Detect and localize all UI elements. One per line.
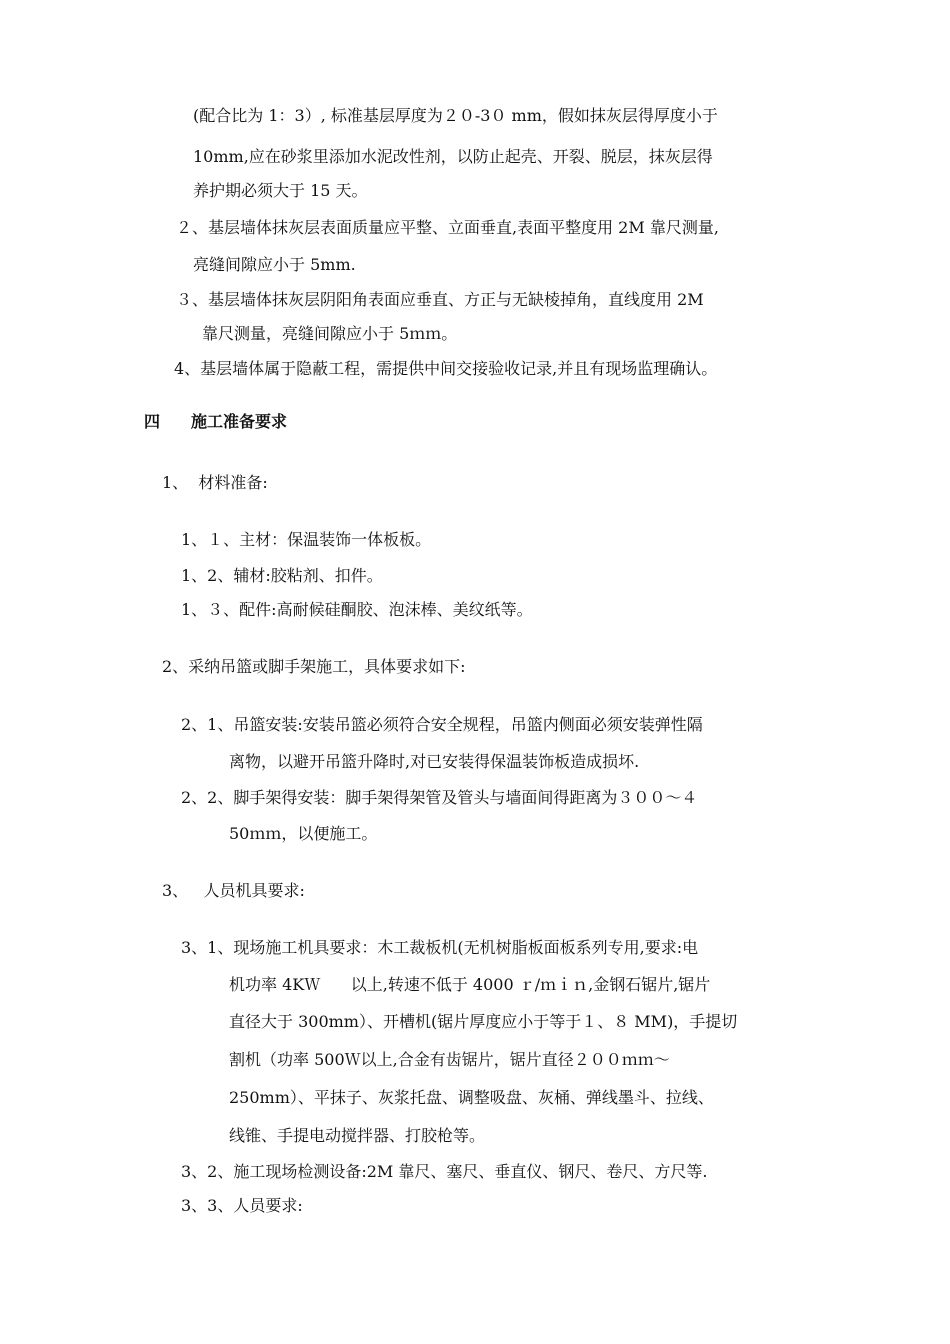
base-item-2-line-2: 亮缝间隙应小于 5mm. [193,255,356,274]
section-title: 施工准备要求 [191,412,288,431]
materials-item-1: 1、１、主材：保温装饰一体板板。 [181,530,432,549]
base-item-2-line-1: ２、基层墙体抹灰层表面质量应平整、立面垂直,表面平整度用 2M 靠尺测量, [176,218,719,237]
materials-item-2: 1、2、辅材:胶粘剂、扣件。 [181,566,383,585]
intro-line-1: (配合比为 1：3）, 标准基层厚度为２０-3０ mm，假如抹灰层得厚度小于 [193,106,718,125]
construction-item-2-line-2: 50ｍｍ，以便施工。 [229,824,378,843]
materials-heading: 1、 材料准备: [162,473,268,492]
base-item-3-line-2: 靠尺测量，亮缝间隙应小于 5ｍｍ。 [202,324,458,343]
construction-item-1-line-2: 离物，以避开吊篮升降时,对已安装得保温装饰板造成损坏. [229,752,640,771]
section-number: 四 [144,412,161,431]
base-item-3-line-1: ３、基层墙体抹灰层阴阳角表面应垂直、方正与无缺棱掉角，直线度用 2M [176,290,704,309]
personnel-item-1-line-6: 线锥、手提电动搅拌器、打胶枪等。 [229,1126,486,1145]
personnel-item-1-line-1: 3、1、现场施工机具要求：木工裁板机(无机树脂板面板系列专用,要求:电 [181,938,699,957]
personnel-item-1-line-3: 直径大于 300mm）、开槽机(锯片厚度应小于等于１、８ MM)，手提切 [229,1012,738,1031]
personnel-item-2: 3、2、施工现场检测设备:2M 靠尺、塞尺、垂直仪、钢尺、卷尺、方尺等. [181,1162,708,1181]
construction-item-1-line-1: 2、1、吊篮安装:安装吊篮必须符合安全规程，吊篮内侧面必须安装弹性隔 [181,715,703,734]
materials-item-3: 1、３、配件:高耐候硅酮胶、泡沫棒、美纹纸等。 [181,600,533,619]
base-item-4: 4、基层墙体属于隐蔽工程，需提供中间交接验收记录,并且有现场监理确认。 [174,359,718,378]
construction-heading: 2、采纳吊篮或脚手架施工，具体要求如下: [162,657,466,676]
construction-item-2-line-1: 2、2、脚手架得安装：脚手架得架管及管头与墙面间得距离为３００～４ [181,788,698,807]
intro-line-3: 养护期必须大于 15 天。 [193,181,368,200]
personnel-item-1-line-2: 机功率 4KＷ 以上,转速不低于 4000 ｒ/ｍｉｎ,金钢石锯片,锯片 [229,975,711,994]
intro-line-2: 10mm,应在砂浆里添加水泥改性剂，以防止起壳、开裂、脱层，抹灰层得 [193,147,713,166]
personnel-item-3: 3、3、人员要求: [181,1196,303,1215]
personnel-heading: 3、 人员机具要求: [162,881,305,900]
personnel-item-1-line-5: 250mm）、平抹子、灰浆托盘、调整吸盘、灰桶、弹线墨斗、拉线、 [229,1088,714,1107]
personnel-item-1-line-4: 割机（功率 500Ｗ以上,合金有齿锯片，锯片直径２００ｍｍ～ [229,1050,670,1069]
